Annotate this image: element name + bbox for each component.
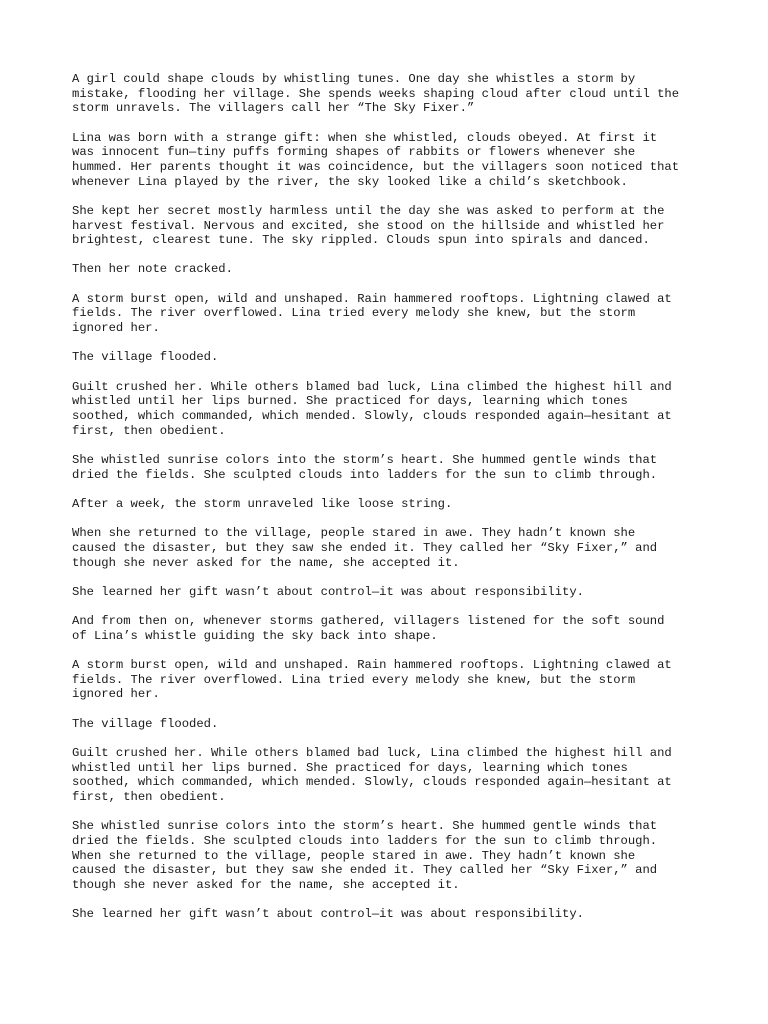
- paragraph: She kept her secret mostly harmless until the day she was asked to perform at the harvest festival. Nervous and excited, she stood on the hillside and whistled her brightest, clearest tune. The sky rippled. Clouds spun into spirals and danced.: [72, 203, 665, 248]
- paragraph: A storm burst open, wild and unshaped. Rain hammered rooftops. Lightning clawed at fields. The river overflowed. Lina tried every melody she knew, but the storm ignored her.: [72, 291, 672, 336]
- paragraph: When she returned to the village, people stared in awe. They hadn’t known she caused the disaster, but they saw she ended it. They called her “Sky Fixer,” and though she never asked for the name, she accepted it.: [72, 526, 658, 570]
- paragraph: She learned her gift wasn’t about control—it was about responsibility.: [72, 907, 584, 922]
- paragraph: After a week, the storm unraveled like loose string.: [72, 496, 453, 511]
- paragraph: She learned her gift wasn’t about control—it was about responsibility.: [72, 584, 584, 599]
- paragraph: A storm burst open, wild and unshaped. Rain hammered rooftops. Lightning clawed at fields. The river overflowed. Lina tried every melody she knew, but the storm ignored her.: [72, 658, 672, 702]
- paragraph: The village flooded.: [72, 350, 219, 365]
- paragraph: She whistled sunrise colors into the storm’s heart. She hummed gentle winds that dried the fields. She sculpted clouds into ladders for the sun to climb through.: [72, 452, 658, 482]
- paragraph: Lina was born with a strange gift: when she whistled, clouds obeyed. At first it was innocent fun—tiny puffs forming shapes of rabbits or flowers whenever she hummed. Her parents thought it was coincidence, but the villagers soon noticed that whenever Lina played by the river, the sky looked like a child’s sketchbook.: [72, 130, 680, 189]
- paragraph: Guilt crushed her. While others blamed bad luck, Lina climbed the highest hill and whistled until her lips burned. She practiced for days, learning which tones soothed, which commanded, which mended. Slowly, clouds responded again—hesitant at first, then obedient.: [72, 379, 672, 438]
- paragraph: Then her note cracked.: [72, 262, 233, 277]
- paragraph: A girl could shape clouds by whistling tunes. One day she whistles a storm by mistake, flooding her village. She spends weeks shaping cloud after cloud until the storm unravels. The villagers call her “The Sky Fixer.”: [72, 72, 680, 116]
- paragraph: She whistled sunrise colors into the storm’s heart. She hummed gentle winds that dried the fields. She sculpted clouds into ladders for the sun to climb through. When she returned to the village, people stared in awe. They hadn’t known she caused the disaster, but they saw she ended it. They called her “Sky Fixer,” and though she never asked for the name, she accepted it.: [72, 819, 658, 892]
- document-page: [72, 72, 712, 936]
- paragraph: Guilt crushed her. While others blamed bad luck, Lina climbed the highest hill and whistled until her lips burned. She practiced for days, learning which tones soothed, which commanded, which mended. Slowly, clouds responded again—hesitant at first, then obedient.: [72, 745, 672, 804]
- paragraph: The village flooded.: [72, 716, 219, 731]
- paragraph: And from then on, whenever storms gathered, villagers listened for the soft sound of Lina’s whistle guiding the sky back into shape.: [72, 614, 665, 643]
